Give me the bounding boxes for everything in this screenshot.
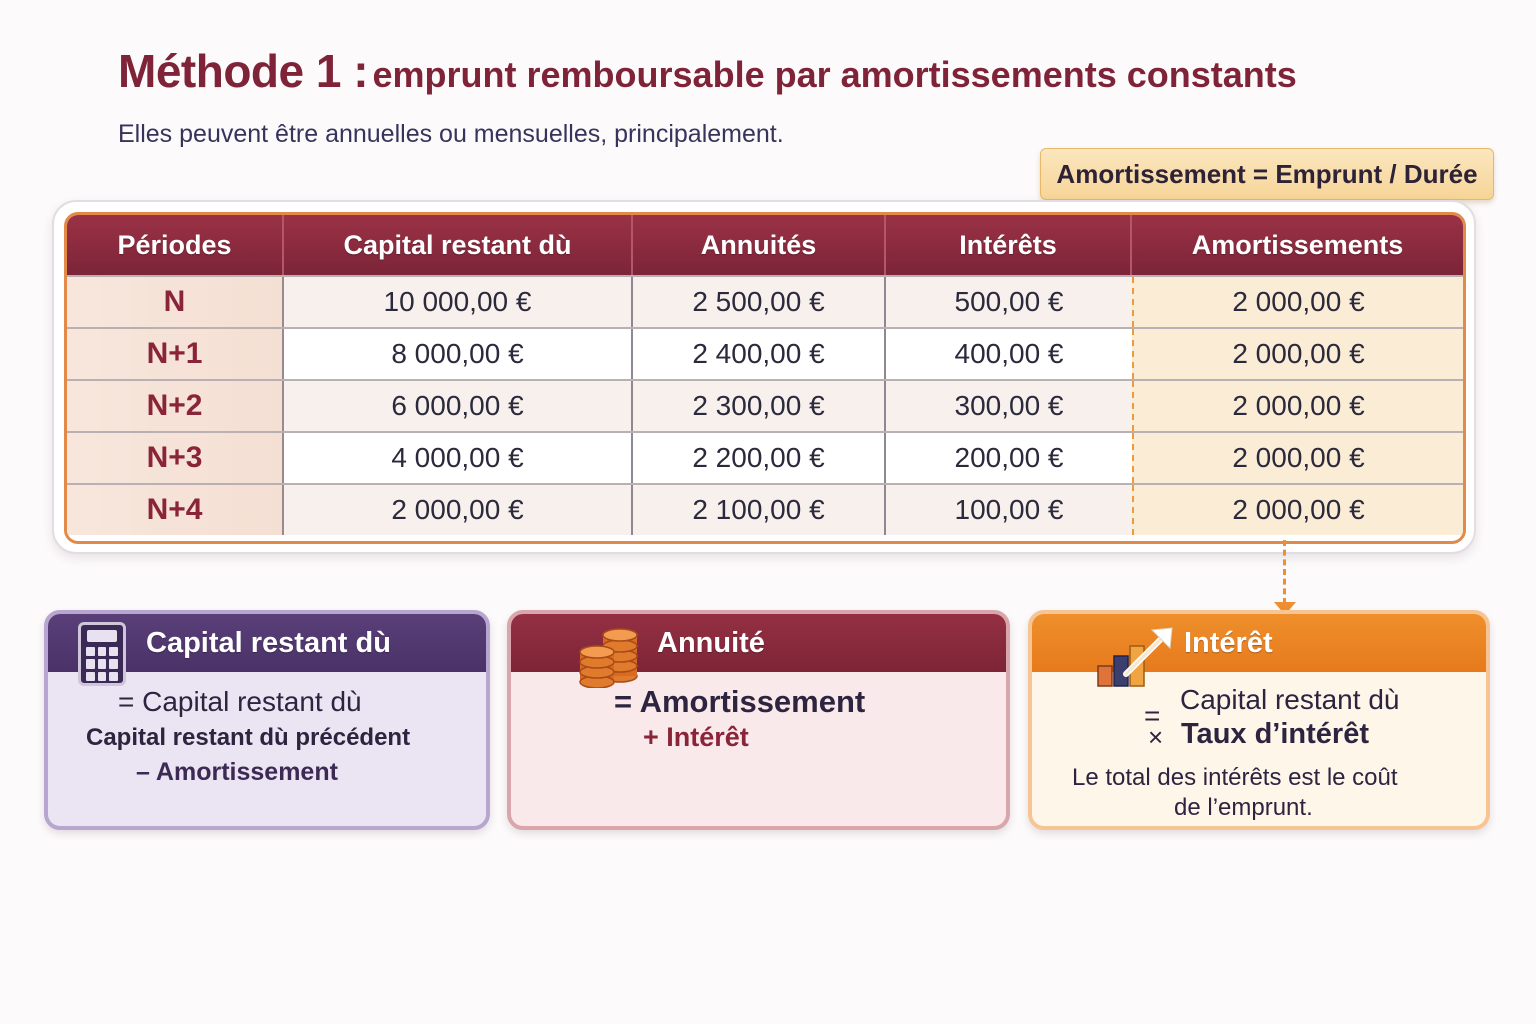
cell-annuity: 2 100,00 € [633, 485, 886, 535]
table-row [67, 275, 1463, 327]
page-title [118, 44, 1297, 98]
header-capital: Capital restant dù [284, 215, 633, 275]
card-interest-title: Intérêt [1032, 614, 1486, 672]
table-header-row [67, 215, 1463, 275]
cell-interest: 400,00 € [954, 338, 1064, 369]
table-body [67, 275, 1463, 535]
cell-capital: 8 000,00 € [284, 329, 633, 379]
cell-period: N [67, 277, 284, 327]
card-interest-line1: Capital restant dù [1180, 684, 1400, 715]
card-interest-equals: = [1144, 700, 1161, 731]
cell-period: N+4 [67, 485, 284, 535]
cell-capital: 2 000,00 € [284, 485, 633, 535]
amortization-table [64, 212, 1466, 544]
cell-interest: 100,00 € [886, 485, 1132, 535]
card-annuity-line1: = Amortissement [614, 684, 866, 719]
calculator-icon [78, 622, 126, 686]
page-subtitle: Elles peuvent être annuelles ou mensuelles, principalement. [118, 120, 784, 148]
table-row [67, 483, 1463, 535]
cell-annuity: 2 400,00 € [633, 329, 886, 379]
card-interest-note1: Le total des intérêts est le coût [1072, 764, 1398, 791]
cell-interest: 300,00 € [886, 381, 1132, 431]
table-row [67, 431, 1463, 483]
title-description: emprunt remboursable par amortissements constants [372, 54, 1297, 95]
cell-annuity: 2 500,00 € [633, 277, 886, 327]
cell-amortization: 2 000,00 € [1132, 277, 1463, 327]
cell-amortization: 2 000,00 € [1132, 485, 1463, 535]
card-interest-times: × [1148, 722, 1164, 752]
card-capital-line1: = Capital restant dù [118, 686, 362, 717]
title-method: Méthode 1 : [118, 45, 369, 97]
header-amortizations: Amortissements [1191, 229, 1404, 260]
table-row [67, 379, 1463, 431]
growth-chart-icon [1096, 626, 1174, 688]
card-capital-line3: – Amortissement [136, 758, 338, 786]
cell-amortization: 2 000,00 € [1132, 433, 1463, 483]
card-capital-line2: Capital restant dù précédent [86, 724, 411, 751]
cell-period: N+1 [67, 329, 284, 379]
header-interests: Intérêts [886, 215, 1132, 275]
cell-annuity: 2 200,00 € [633, 433, 886, 483]
cell-annuity: 2 300,00 € [633, 381, 886, 431]
card-annuity-line2: + Intérêt [643, 722, 749, 752]
cell-period: N+2 [67, 381, 284, 431]
header-periods: Périodes [67, 215, 284, 275]
cell-interest: 500,00 € [886, 277, 1132, 327]
cell-capital: 4 000,00 € [284, 433, 633, 483]
card-interest-line2: Taux d’intérêt [1181, 718, 1369, 750]
cell-amortization: 2 000,00 € [1132, 381, 1463, 431]
formula-callout: Amortissement = Emprunt / Durée [1040, 148, 1494, 200]
header-annuities: Annuités [633, 215, 886, 275]
coins-icon [576, 622, 642, 688]
cell-capital: 10 000,00 € [284, 277, 633, 327]
loan-table-frame [52, 200, 1476, 554]
card-capital-title: Capital restant dù [48, 614, 486, 672]
card-interest-note2: de l’emprunt. [1174, 794, 1313, 821]
cell-capital: 6 000,00 € [284, 381, 633, 431]
card-annuity-title: Annuité [511, 614, 1006, 672]
connector-dashed-line [1283, 540, 1286, 604]
cell-period: N+3 [67, 433, 284, 483]
cell-amortization: 2 000,00 € [1132, 329, 1463, 379]
cell-interest: 200,00 € [954, 442, 1064, 473]
table-row [67, 327, 1463, 379]
